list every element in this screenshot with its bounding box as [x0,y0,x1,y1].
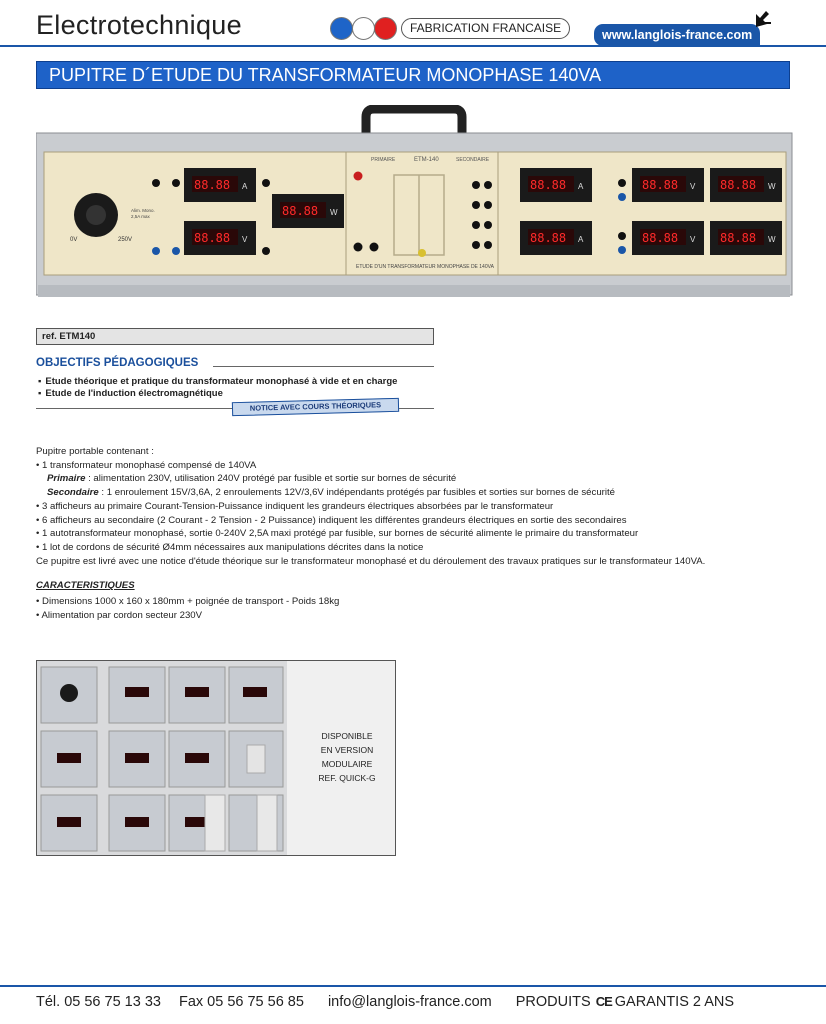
footer-email[interactable]: info@langlois-france.com [327,994,492,1010]
header-rule [0,45,826,47]
primaire-label: PRIMAIRE [371,157,396,163]
fabrication-badge: FABRICATION FRANCAISE [401,18,570,39]
description-line: • 1 lot de cordons de sécurité Ø4mm nécessaires aux manipulations décrites dans la notice [36,541,424,553]
product-photo [36,105,796,305]
meter-primary-power-value: 88.88 [282,204,319,218]
modular-version-box [36,660,396,856]
objectives-heading: OBJECTIFS PÉDAGOGIQUES [36,357,199,369]
objectives-list [38,376,397,400]
ce-mark-icon: CE [595,994,612,1009]
meter-sec1-voltage-value: 88.88 [642,178,679,192]
description-line: • 3 afficheurs au primaire Courant-Tension-Puissance indiquent les grandeurs électriques absorbées par le transformateur [36,500,554,512]
secondaire-text: : 1 enroulement 15V/3,6A, 2 enroulements 12V/3,6V indépendants protégés par fusibles et sorties sur bornes de sécurité [98,487,615,499]
pointer-icon [752,8,774,30]
description-primaire [36,472,796,486]
meter-primary-current-value: 88.88 [194,178,231,192]
caracteristique-item: • Alimentation par cordon secteur 230V [36,609,203,621]
objective-item: ▪ Etude de l'induction électromagnétique [38,388,397,400]
secondaire-label: SECONDAIRE [456,157,490,163]
meter-primary-power-unit: W [330,208,338,217]
meter-sec1-power-unit: W [768,182,776,191]
primaire-label-text: Primaire [47,473,86,485]
knob-note-1: Alim. Mono. [131,208,155,213]
model-label: ETM-140 [414,157,439,163]
meter-sec2-voltage-value: 88.88 [642,231,679,245]
meter-sec2-power-unit: W [768,235,776,244]
modular-photo [37,661,287,855]
flag-white-dot [352,17,375,40]
panel-caption: ETUDE D'UN TRANSFORMATEUR MONOPHASE DE 140VA [356,264,494,270]
meter-sec1-current-unit: A [578,182,584,191]
description-line: Ce pupitre est livré avec une notice d'étude théorique sur le transformateur monophasé et du déroulement des travaux pratiques sur le transformateur 140VA. [36,555,706,567]
modular-line: EN VERSION [320,745,374,755]
meter-sec1-power-value: 88.88 [720,178,757,192]
page-title: PUPITRE D´ETUDE DU TRANSFORMATEUR MONOPHASE 140VA [36,61,790,89]
knob-min-label: 0V [70,237,78,243]
caracteristiques-list [36,595,339,622]
meter-sec2-power-value: 88.88 [720,231,757,245]
modular-line: DISPONIBLE [321,731,373,741]
meter-sec2-current-unit: A [578,235,584,244]
primaire-text: : alimentation 230V, utilisation 240V protégé par fusible et sortie sur bornes de sécurité [85,473,457,485]
description-secondaire [36,486,796,500]
product-reference: ref. ETM140 [36,328,434,345]
meter-primary-current-unit: A [242,182,248,191]
modular-caption [307,729,387,785]
flag-red-dot [374,17,397,40]
meter-primary-voltage-value: 88.88 [194,231,231,245]
footer-produits: PRODUITS [515,994,591,1010]
description-line: • 1 autotransformateur monophasé, sortie 0-240V 2,5A maxi protégé par fusible, sur bornes de sécurité alimente le primaire du transformateur [36,528,639,540]
modular-ref: REF. QUICK-G [318,773,376,783]
website-link[interactable]: www.langlois-france.com [594,24,760,46]
meter-sec2-current-value: 88.88 [530,231,567,245]
meter-sec2-voltage-unit: V [690,235,696,244]
description-block [36,445,796,568]
flag-blue-dot [330,17,353,40]
description-intro: Pupitre portable contenant : [36,446,154,457]
page-header [0,0,826,48]
knob-max-label: 250V [118,237,133,243]
footer-fax: Fax 05 56 75 56 85 [178,994,304,1010]
footer-rule [0,985,826,987]
meter-primary-voltage-unit: V [242,235,248,244]
caracteristique-item: • Dimensions 1000 x 160 x 180mm + poignée de transport - Poids 18kg [36,596,340,607]
footer-phone[interactable]: Tél. 05 56 75 13 33 [36,994,161,1010]
objectives-rule [213,366,434,367]
secondaire-label-text: Secondaire [47,487,99,499]
page-footer [36,994,796,1010]
objective-item: ▪ Etude théorique et pratique du transformateur monophasé à vide et en charge [38,376,397,388]
meter-sec1-current-value: 88.88 [530,178,567,192]
description-line: • 6 afficheurs au secondaire (2 Courant - 2 Tension - 2 Puissance) indiquent les différentes grandeurs électriques en sortie des secondaires [36,514,627,526]
knob-note-2: 2,5A max [131,214,150,219]
footer-garantie: GARANTIS 2 ANS [614,994,735,1010]
description-line: • 1 transformateur monophasé compensé de 140VA [36,459,257,471]
meter-sec1-voltage-unit: V [690,182,696,191]
brand-title: Electrotechnique [36,10,242,40]
modular-line: MODULAIRE [321,759,373,769]
notice-badge: NOTICE AVEC COURS THÉORIQUES [232,398,399,416]
caracteristiques-heading: CARACTERISTIQUES [36,580,135,591]
